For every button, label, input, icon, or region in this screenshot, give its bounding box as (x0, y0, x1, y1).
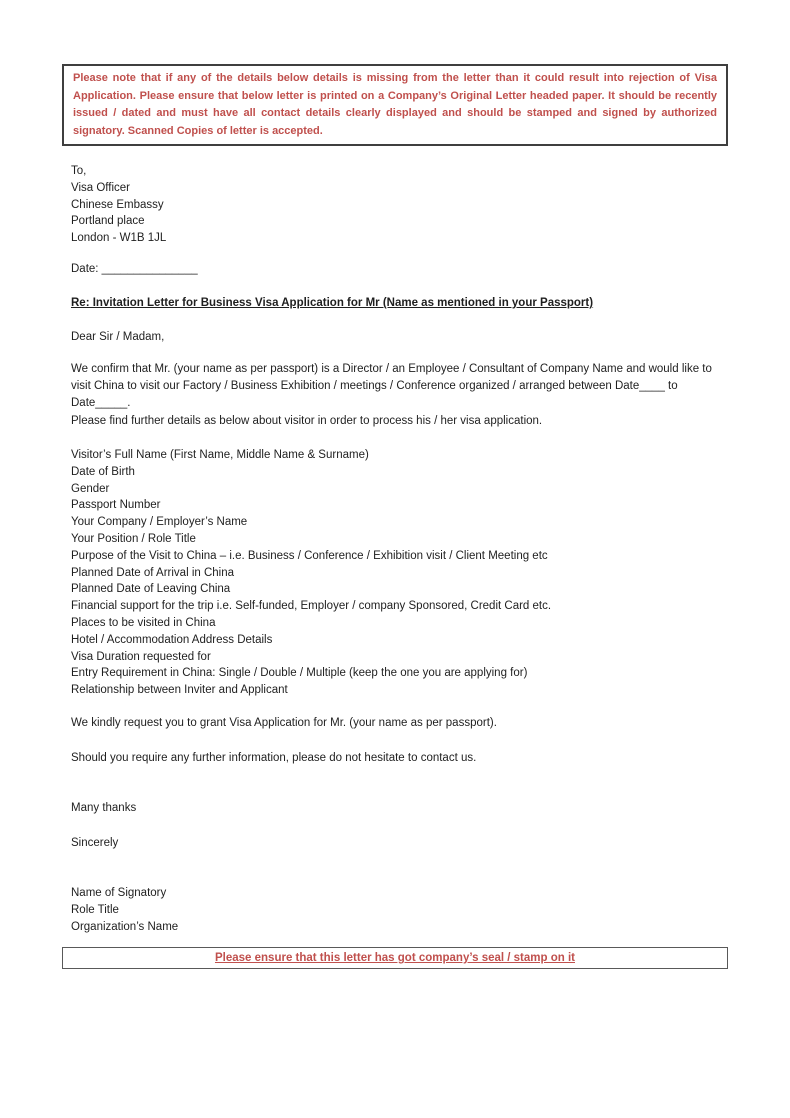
detail-item-position: Your Position / Role Title (71, 532, 196, 545)
details-intro: Please find further details as below about visitor in order to process his / her visa application. (71, 415, 543, 427)
signature-block (71, 885, 727, 935)
detail-item-hotel: Hotel / Accommodation Address Details (71, 633, 273, 646)
recipient-address (71, 163, 727, 247)
signoff-line: Sincerely (71, 837, 119, 849)
detail-item-dob: Date of Birth (71, 465, 135, 478)
date-line: Date: _______________ (71, 263, 198, 275)
signatory-name-line: Name of Signatory (71, 887, 167, 899)
signatory-role-line: Role Title (71, 903, 119, 916)
recipient-line-to: To, (71, 165, 87, 177)
detail-item-purpose: Purpose of the Visit to China – i.e. Business / Conference / Exhibition visit / Client Meeting etc (71, 549, 548, 562)
subject-line: Re: Invitation Letter for Business Visa Application for Mr (Name as mentioned in your Passport) (71, 297, 594, 309)
salutation: Dear Sir / Madam, (71, 331, 165, 343)
recipient-line-street: Portland place (71, 215, 145, 228)
request-paragraph: We kindly request you to grant Visa Application for Mr. (your name as per passport). (71, 717, 497, 729)
recipient-line-officer: Visa Officer (71, 181, 131, 194)
detail-item-gender: Gender (71, 482, 110, 495)
recipient-line-embassy: Chinese Embassy (71, 198, 164, 211)
signatory-org-line: Organization’s Name (71, 920, 179, 933)
detail-item-company: Your Company / Employer’s Name (71, 516, 248, 529)
intro-paragraph: We confirm that Mr. (your name as per passport) is a Director / an Employee / Consultant of Company Name and would like to visit China to visit our Factory / Business Exhibition / meetings / Conference organized / arranged between Date____ to Date_____. (71, 363, 712, 409)
visitor-details-list (71, 447, 727, 699)
top-warning-text: Please note that if any of the details below details is missing from the letter than it could result into rejection of Visa Application. Please ensure that below letter is printed on a Company’s Original Letter headed paper. It should be recently issued / dated and must have all contact details clearly displayed and should be stamped and signed by authorized signatory. Scanned Copies of letter is accepted. (73, 72, 717, 137)
thanks-line: Many thanks (71, 802, 137, 814)
contact-paragraph: Should you require any further information, please do not hesitate to contact us. (71, 752, 477, 764)
detail-item-financial: Financial support for the trip i.e. Self-funded, Employer / company Sponsored, Credit Card etc. (71, 600, 552, 613)
detail-item-passport: Passport Number (71, 499, 161, 512)
detail-item-entry: Entry Requirement in China: Single / Double / Multiple (keep the one you are applying for) (71, 667, 528, 680)
detail-item-full-name: Visitor’s Full Name (First Name, Middle Name & Surname) (71, 449, 369, 461)
detail-item-relationship: Relationship between Inviter and Applicant (71, 684, 288, 697)
bottom-stamp-notice-box (62, 947, 728, 969)
recipient-line-city: London - W1B 1JL (71, 232, 167, 245)
top-warning-box (62, 64, 728, 146)
detail-item-places: Places to be visited in China (71, 616, 216, 629)
detail-item-duration: Visa Duration requested for (71, 650, 211, 663)
detail-item-arrival: Planned Date of Arrival in China (71, 566, 235, 579)
detail-item-leaving: Planned Date of Leaving China (71, 583, 231, 596)
bottom-stamp-notice-text: Please ensure that this letter has got company’s seal / stamp on it (214, 952, 575, 964)
